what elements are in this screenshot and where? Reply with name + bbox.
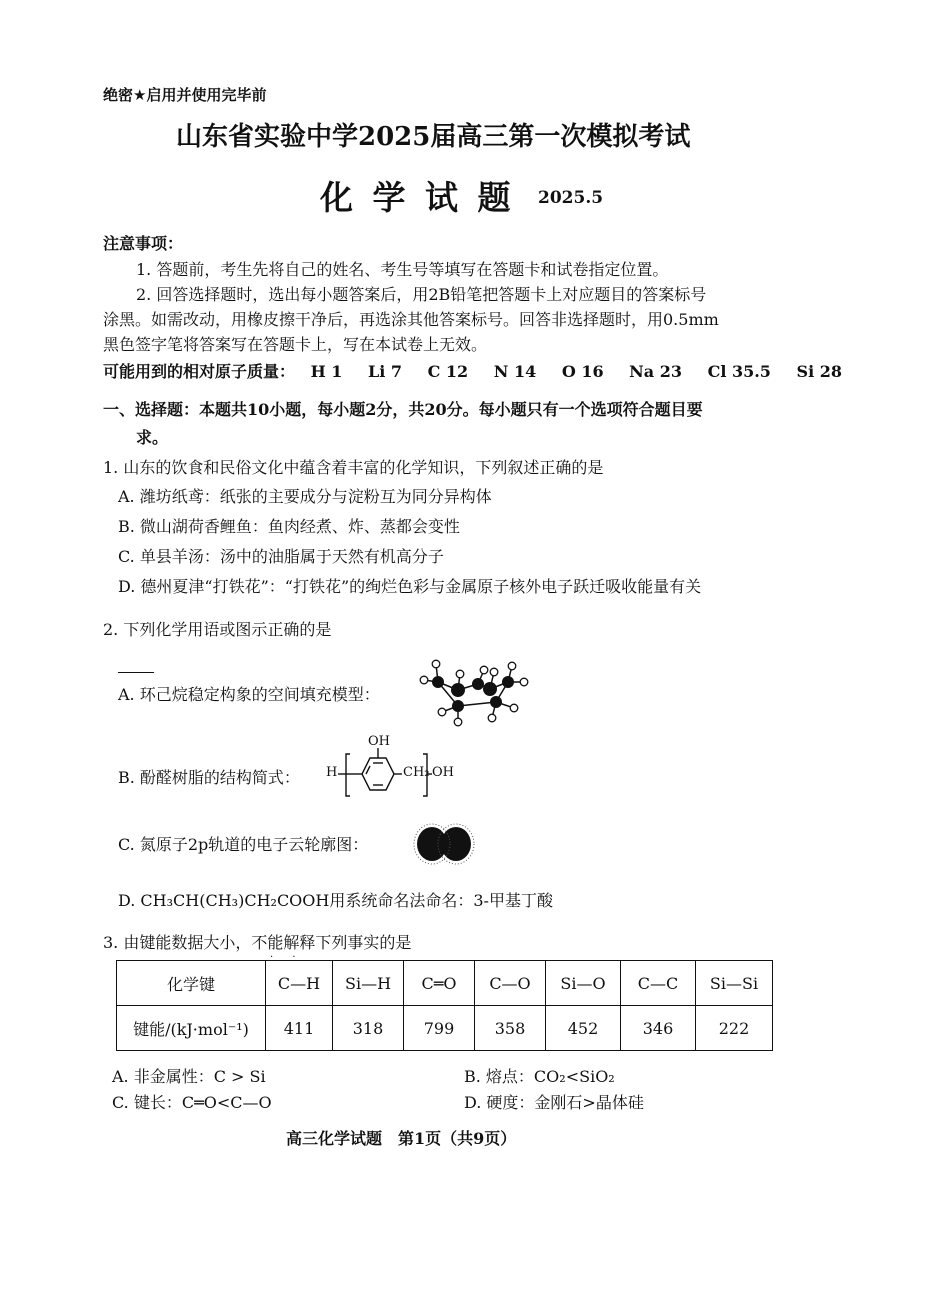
p-orbital-image bbox=[412, 822, 476, 870]
q3-stem: 3. 由键能数据大小，不能解释下列事实的是 bbox=[103, 933, 412, 952]
q1-option-a: A. 潍坊纸鸢：纸张的主要成分与淀粉互为同分异构体 bbox=[118, 487, 492, 506]
table-row-label: 键能/(kJ·mol⁻¹) bbox=[117, 1006, 266, 1051]
structure-text-oh: OH bbox=[368, 734, 390, 749]
q1-option-c: C. 单县羊汤：汤中的油脂属于天然有机高分子 bbox=[118, 547, 444, 566]
table-header-cell: C—H bbox=[266, 961, 333, 1006]
q2-option-c: C. 氮原子2p轨道的电子云轮廓图： bbox=[118, 835, 369, 854]
table-header-cell: Si—Si bbox=[696, 961, 773, 1006]
table-header-cell: 化学键 bbox=[117, 961, 266, 1006]
table-header-cell: Si—H bbox=[333, 961, 404, 1006]
q2-option-d: D. CH₃CH(CH₃)CH₂COOH用系统命名法命名：3-甲基丁酸 bbox=[118, 891, 553, 910]
structure-text-h: H bbox=[326, 765, 338, 780]
notice-item-2-line-3: 黑色签字笔将答案写在答题卡上，写在本试卷上无效。 bbox=[103, 335, 488, 354]
structure-text-ch2: CH₂ bbox=[403, 765, 430, 780]
atomic-mass-value: O 16 bbox=[561, 362, 604, 381]
q3-option-d: D. 硬度：金刚石>晶体硅 bbox=[464, 1093, 644, 1112]
cyclohexane-model-image bbox=[412, 652, 542, 738]
exam-date: 2025.5 bbox=[538, 188, 604, 208]
atomic-mass-value: Cl 35.5 bbox=[707, 362, 771, 381]
table-cell: 452 bbox=[546, 1006, 621, 1051]
atomic-mass-value: Na 23 bbox=[629, 362, 682, 381]
table-header-cell: C═O bbox=[404, 961, 475, 1006]
table-header-cell: Si—O bbox=[546, 961, 621, 1006]
notice-heading: 注意事项： bbox=[103, 234, 184, 253]
atomic-mass-value: C 12 bbox=[427, 362, 469, 381]
notice-item-1: 1. 答题前，考生先将自己的姓名、考生号等填写在答题卡和试卷指定位置。 bbox=[136, 260, 669, 279]
atomic-mass-value: N 14 bbox=[493, 362, 537, 381]
page-footer: 高三化学试题 第1页（共9页） bbox=[286, 1129, 517, 1148]
bond-energy-table bbox=[116, 960, 773, 1051]
table-row bbox=[117, 961, 773, 1006]
secret-label: 绝密★启用并使用完毕前 bbox=[103, 86, 267, 104]
atomic-mass-row bbox=[103, 359, 842, 382]
q2-option-b: B. 酚醛树脂的结构简式： bbox=[118, 768, 300, 787]
table-cell: 346 bbox=[621, 1006, 696, 1051]
school-title: 山东省实验中学2025届高三第一次模拟考试 bbox=[176, 122, 691, 152]
table-cell: 799 bbox=[404, 1006, 475, 1051]
q1-option-d: D. 德州夏津“打铁花”：“打铁花”的绚烂色彩与金属原子核外电子跃迁吸收能量有关 bbox=[118, 577, 702, 596]
q2-option-a: A. 环己烷稳定构象的空间填充模型： bbox=[118, 685, 380, 704]
subject-title: 化 学 试 题 bbox=[320, 178, 515, 217]
section-heading-line-1: 一、选择题：本题共10小题，每小题2分，共20分。每小题只有一个选项符合题目要 bbox=[103, 400, 703, 419]
atomic-mass-value: H 1 bbox=[310, 362, 343, 381]
table-cell: 411 bbox=[266, 1006, 333, 1051]
atomic-mass-value: Li 7 bbox=[368, 362, 403, 381]
table-row bbox=[117, 1006, 773, 1051]
table-header-cell: C—O bbox=[475, 961, 546, 1006]
table-cell: 358 bbox=[475, 1006, 546, 1051]
table-cell: 222 bbox=[696, 1006, 773, 1051]
q3-option-a: A. 非金属性：C > Si bbox=[112, 1067, 266, 1086]
section-heading-line-2: 求。 bbox=[136, 428, 169, 447]
q3-option-c: C. 键长：C═O<C—O bbox=[112, 1093, 272, 1112]
q1-stem: 1. 山东的饮食和民俗文化中蕴含着丰富的化学知识，下列叙述正确的是 bbox=[103, 458, 604, 477]
q2-stem: 2. 下列化学用语或图示正确的是 bbox=[103, 620, 332, 639]
phenolic-resin-structure bbox=[326, 734, 466, 808]
notice-item-2-line-2: 涂黑。如需改动，用橡皮擦干净后，再选涂其他答案标号。回答非选择题时，用0.5mm bbox=[103, 310, 719, 329]
structure-text-oh-end: OH bbox=[432, 765, 454, 780]
table-header-cell: C—C bbox=[621, 961, 696, 1006]
atomic-mass-label: 可能用到的相对原子质量： bbox=[103, 362, 296, 381]
atomic-mass-value: Si 28 bbox=[796, 362, 842, 381]
q1-option-b: B. 微山湖荷香鲤鱼：鱼肉经煮、炸、蒸都会变性 bbox=[118, 517, 460, 536]
emphasis-dots: · · bbox=[270, 952, 304, 963]
divider bbox=[118, 672, 154, 673]
q3-option-b: B. 熔点：CO₂<SiO₂ bbox=[464, 1067, 615, 1086]
notice-item-2-line-1: 2. 回答选择题时，选出每小题答案后，用2B铅笔把答题卡上对应题目的答案标号 bbox=[136, 285, 707, 304]
table-cell: 318 bbox=[333, 1006, 404, 1051]
